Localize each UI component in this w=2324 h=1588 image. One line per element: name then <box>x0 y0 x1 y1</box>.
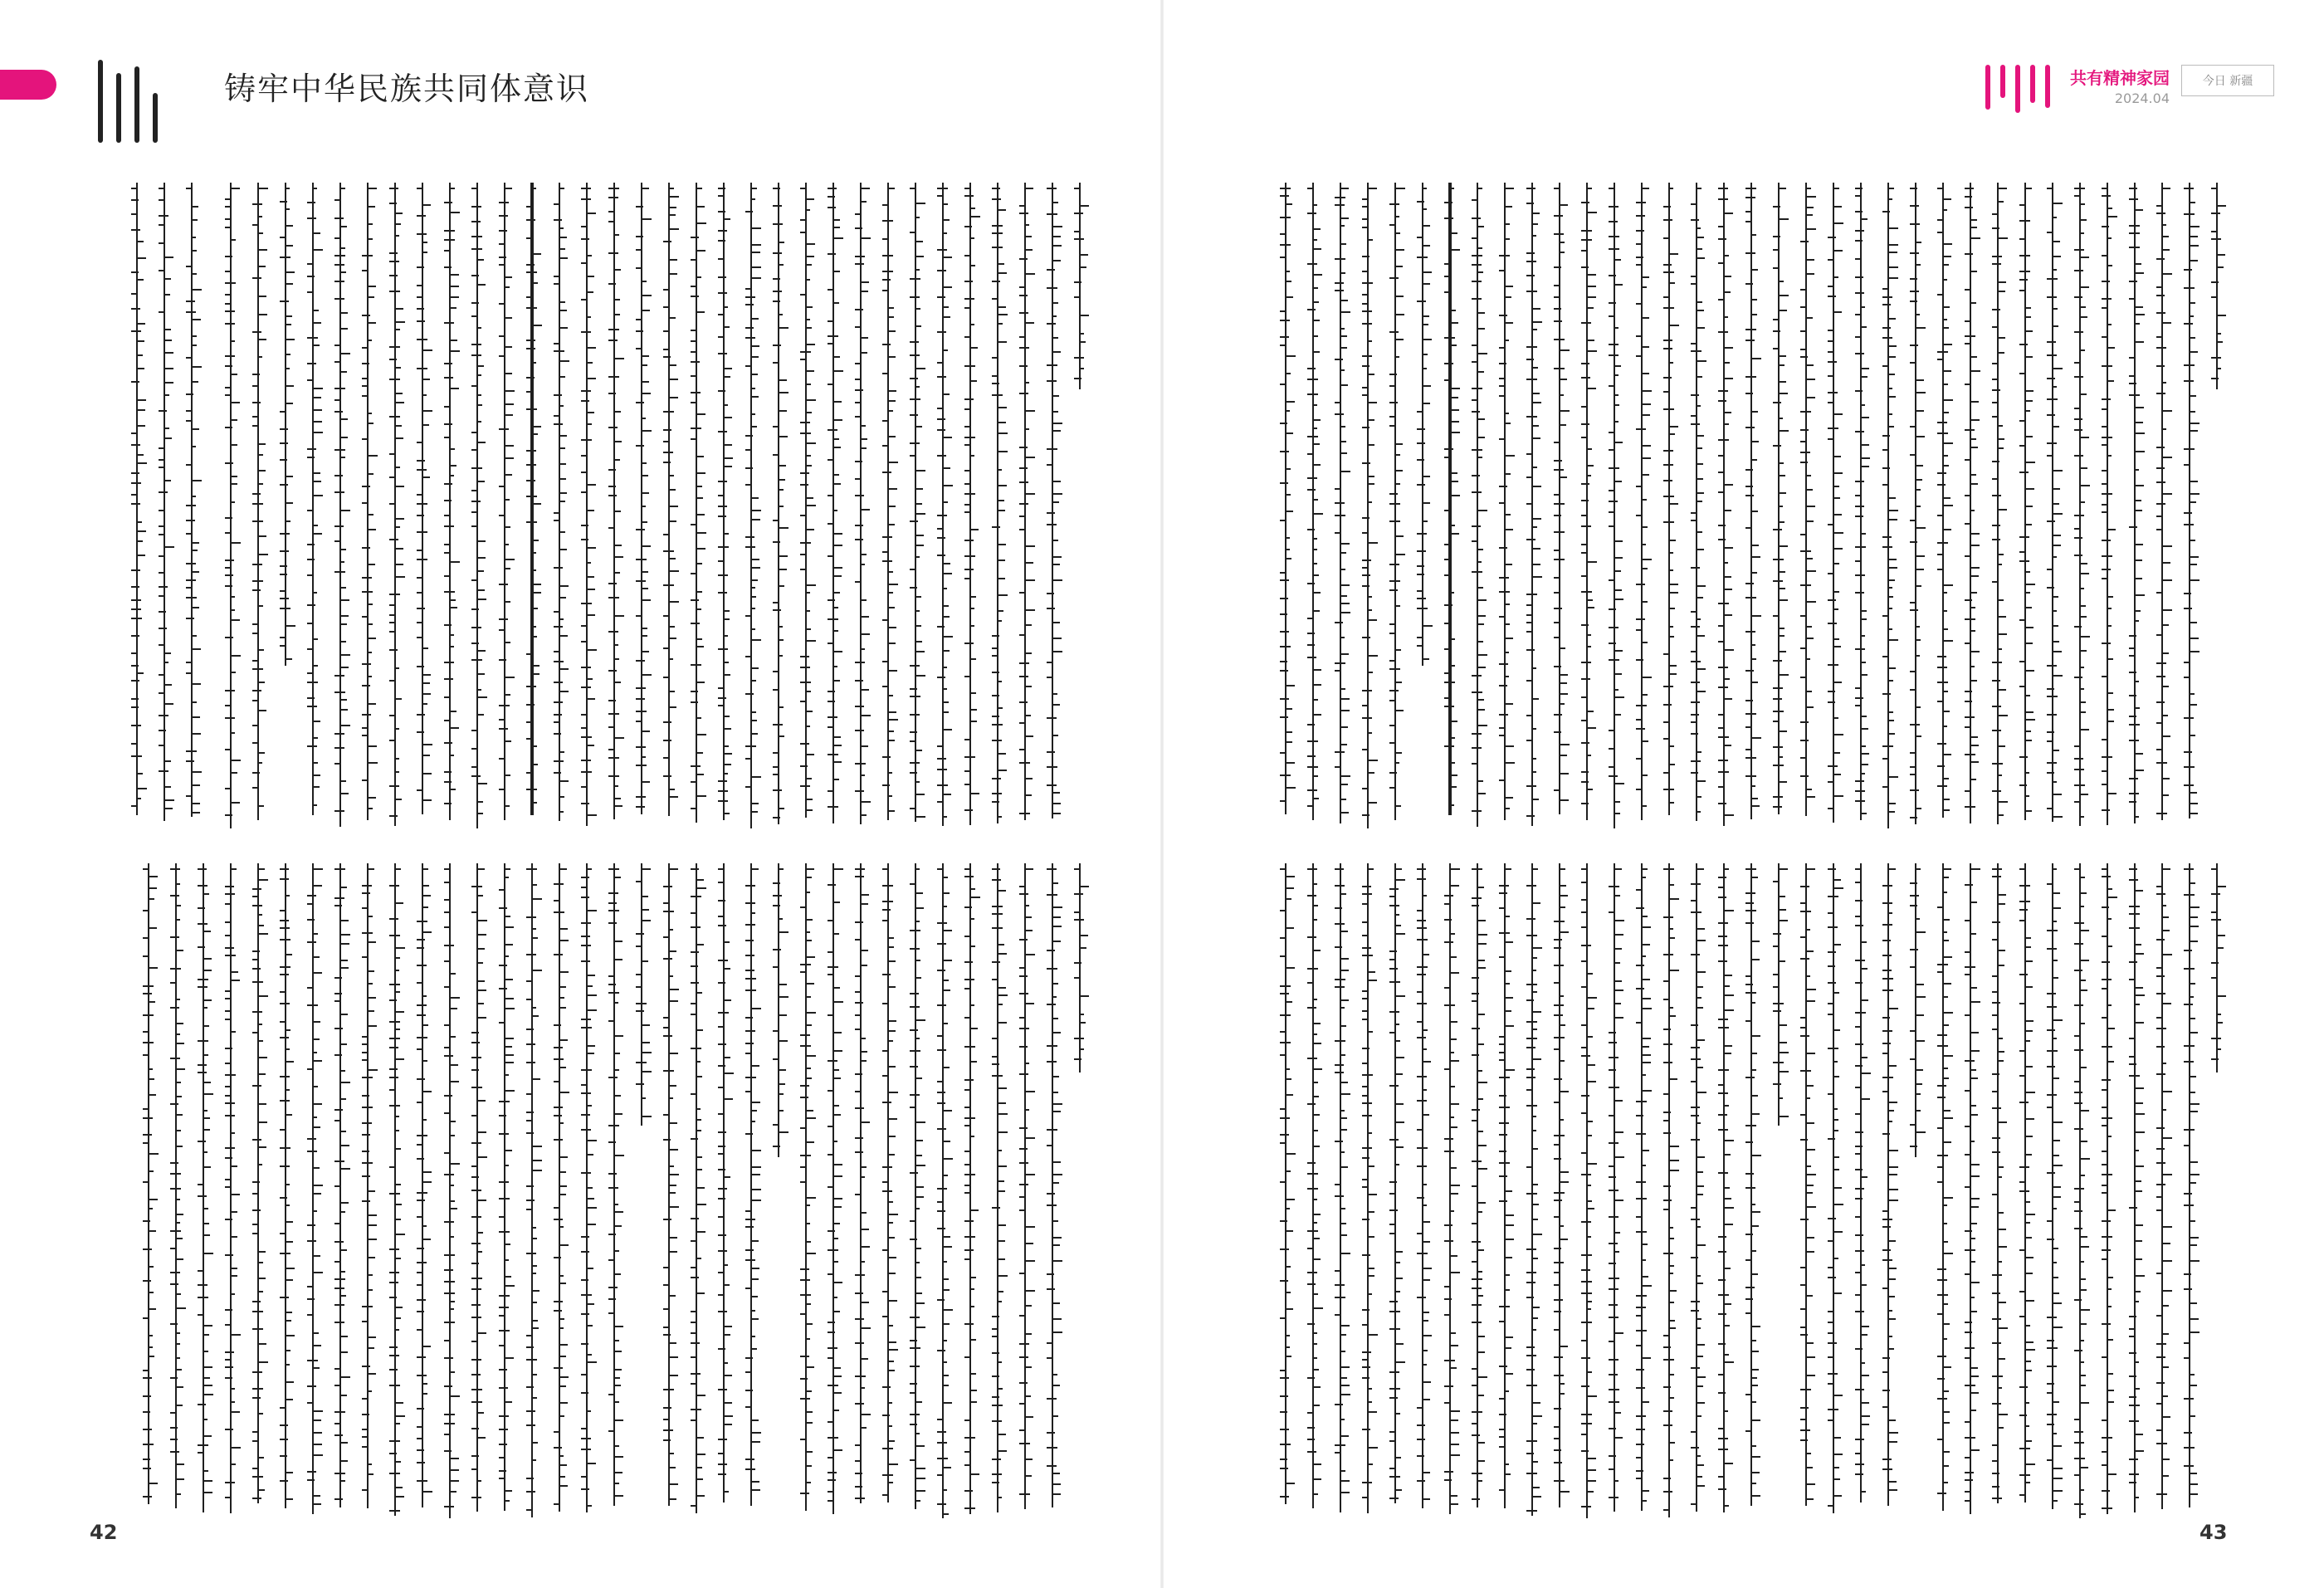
text-column <box>1963 183 1978 830</box>
magazine-logo: 今日 新疆 <box>2181 65 2274 96</box>
text-column <box>223 863 238 1519</box>
text-column <box>1045 183 1060 830</box>
right-page <box>1162 0 2324 1588</box>
text-column <box>184 183 199 830</box>
text-column <box>223 183 238 830</box>
text-column <box>607 183 622 830</box>
issue-date: 2024.04 <box>2114 90 2170 106</box>
text-column <box>1497 183 1512 830</box>
text-column <box>1333 863 1348 1519</box>
text-column <box>1306 183 1321 830</box>
text-column <box>1607 183 1622 830</box>
text-column <box>2018 183 2033 830</box>
text-column <box>442 863 457 1519</box>
text-column <box>1607 863 1622 1519</box>
text-column <box>990 183 1005 830</box>
text-column <box>1990 183 2005 830</box>
text-column <box>1388 863 1403 1519</box>
text-column <box>1497 863 1512 1519</box>
text-column <box>196 863 211 1519</box>
text-column <box>579 863 594 1519</box>
text-column <box>1278 863 1293 1519</box>
text-column <box>251 183 266 830</box>
text-column <box>1936 183 1950 830</box>
text-column <box>1525 183 1540 830</box>
text-column <box>1360 183 1375 830</box>
text-column <box>388 183 403 830</box>
text-column <box>525 863 540 1519</box>
text-column <box>1853 183 1868 830</box>
text-column <box>360 183 375 830</box>
text-column <box>1826 863 1841 1519</box>
text-column <box>497 183 512 830</box>
text-column <box>1799 863 1814 1519</box>
text-column <box>689 863 704 1519</box>
text-column <box>1963 863 1978 1519</box>
text-column <box>1634 863 1649 1519</box>
text-column <box>1552 863 1567 1519</box>
text-column <box>908 183 923 830</box>
text-column <box>1771 863 1786 1519</box>
text-column <box>1689 863 1704 1519</box>
section-title: 铸牢中华民族共同体意识 <box>224 71 590 107</box>
text-column <box>1634 183 1649 830</box>
text-column <box>305 863 320 1519</box>
text-column <box>1443 183 1457 830</box>
text-column <box>771 183 786 830</box>
text-column <box>1799 183 1814 830</box>
text-column <box>470 863 485 1519</box>
text-column <box>634 863 649 1519</box>
text-column <box>1415 863 1430 1519</box>
text-column <box>129 183 144 830</box>
text-column <box>1990 863 2005 1519</box>
text-column <box>1716 863 1731 1519</box>
text-column <box>552 863 567 1519</box>
text-column <box>881 183 896 830</box>
text-column <box>963 183 978 830</box>
text-column <box>2018 863 2033 1519</box>
text-column <box>1936 863 1950 1519</box>
text-column <box>388 863 403 1519</box>
text-column <box>908 863 923 1519</box>
text-column <box>1045 863 1060 1519</box>
text-column <box>935 183 950 830</box>
text-column <box>1881 183 1896 830</box>
text-column <box>1716 183 1731 830</box>
text-column <box>662 183 676 830</box>
left-page-upper-left-text <box>116 183 199 830</box>
right-page-lower-text <box>1262 863 2224 1519</box>
text-column <box>826 863 841 1519</box>
text-column <box>1579 183 1594 830</box>
text-column <box>1744 183 1759 830</box>
text-column <box>1908 863 1923 1519</box>
text-column <box>1415 183 1430 830</box>
page-number-right: 43 <box>2200 1521 2228 1544</box>
text-column <box>881 863 896 1519</box>
text-column <box>1470 183 1485 830</box>
text-column <box>168 863 183 1519</box>
text-column <box>2127 863 2142 1519</box>
text-column <box>826 183 841 830</box>
text-column <box>634 183 649 830</box>
text-column <box>1306 863 1321 1519</box>
text-column <box>771 863 786 1519</box>
text-column <box>662 863 676 1519</box>
text-column <box>333 863 348 1519</box>
text-column <box>525 183 540 830</box>
text-column <box>141 863 156 1519</box>
text-column <box>1072 183 1087 830</box>
text-column <box>1771 183 1786 830</box>
text-column <box>853 183 868 830</box>
text-column <box>1662 183 1677 830</box>
right-page-upper-text <box>1262 183 2224 830</box>
page-number-left: 42 <box>90 1521 118 1544</box>
text-column <box>935 863 950 1519</box>
text-column <box>1525 863 1540 1519</box>
text-column <box>716 863 731 1519</box>
text-column <box>716 183 731 830</box>
text-column <box>2182 863 2197 1519</box>
text-column <box>2209 863 2224 1519</box>
text-column <box>798 863 813 1519</box>
text-column <box>853 863 868 1519</box>
text-column <box>2182 183 2197 830</box>
text-column <box>360 863 375 1519</box>
text-column <box>497 863 512 1519</box>
text-column <box>415 183 430 830</box>
text-column <box>415 863 430 1519</box>
text-column <box>689 183 704 830</box>
text-column <box>2100 863 2115 1519</box>
left-page-upper-text <box>208 183 1087 830</box>
text-column <box>607 863 622 1519</box>
text-column <box>1662 863 1677 1519</box>
text-column <box>1018 183 1033 830</box>
text-column <box>2127 183 2142 830</box>
text-column <box>798 183 813 830</box>
text-column <box>579 183 594 830</box>
text-column <box>305 183 320 830</box>
text-column <box>1333 183 1348 830</box>
text-column <box>1072 863 1087 1519</box>
text-column <box>1552 183 1567 830</box>
text-column <box>251 863 266 1519</box>
text-column <box>1278 183 1293 830</box>
text-column <box>1908 183 1923 830</box>
text-column <box>2100 183 2115 830</box>
text-column <box>990 863 1005 1519</box>
text-column <box>1689 183 1704 830</box>
text-column <box>1388 183 1403 830</box>
brand-title: 共有精神家园 <box>2070 68 2170 88</box>
brand-text <box>2070 65 2170 106</box>
text-column <box>2045 863 2060 1519</box>
text-column <box>1018 863 1033 1519</box>
text-column <box>744 183 759 830</box>
left-page-lower-text <box>116 863 1087 1519</box>
text-column <box>333 183 348 830</box>
text-column <box>1470 863 1485 1519</box>
text-column <box>470 183 485 830</box>
text-column <box>2155 183 2170 830</box>
text-column <box>2209 183 2224 830</box>
text-column <box>2155 863 2170 1519</box>
text-column <box>2073 863 2087 1519</box>
text-column <box>1579 863 1594 1519</box>
brand-header <box>1979 65 2274 123</box>
text-column <box>278 863 293 1519</box>
text-column <box>1360 863 1375 1519</box>
text-column <box>963 863 978 1519</box>
text-column <box>442 183 457 830</box>
section-tab <box>0 70 56 100</box>
text-column <box>744 863 759 1519</box>
text-column <box>1881 863 1896 1519</box>
text-column <box>1744 863 1759 1519</box>
text-column <box>2045 183 2060 830</box>
text-column <box>2073 183 2087 830</box>
text-column <box>1826 183 1841 830</box>
text-column <box>1853 863 1868 1519</box>
text-column <box>157 183 172 830</box>
brand-mongolian-logo <box>1979 65 2058 115</box>
mongolian-section-title <box>98 60 189 151</box>
text-column <box>552 183 567 830</box>
text-column <box>278 183 293 830</box>
text-column <box>1443 863 1457 1519</box>
